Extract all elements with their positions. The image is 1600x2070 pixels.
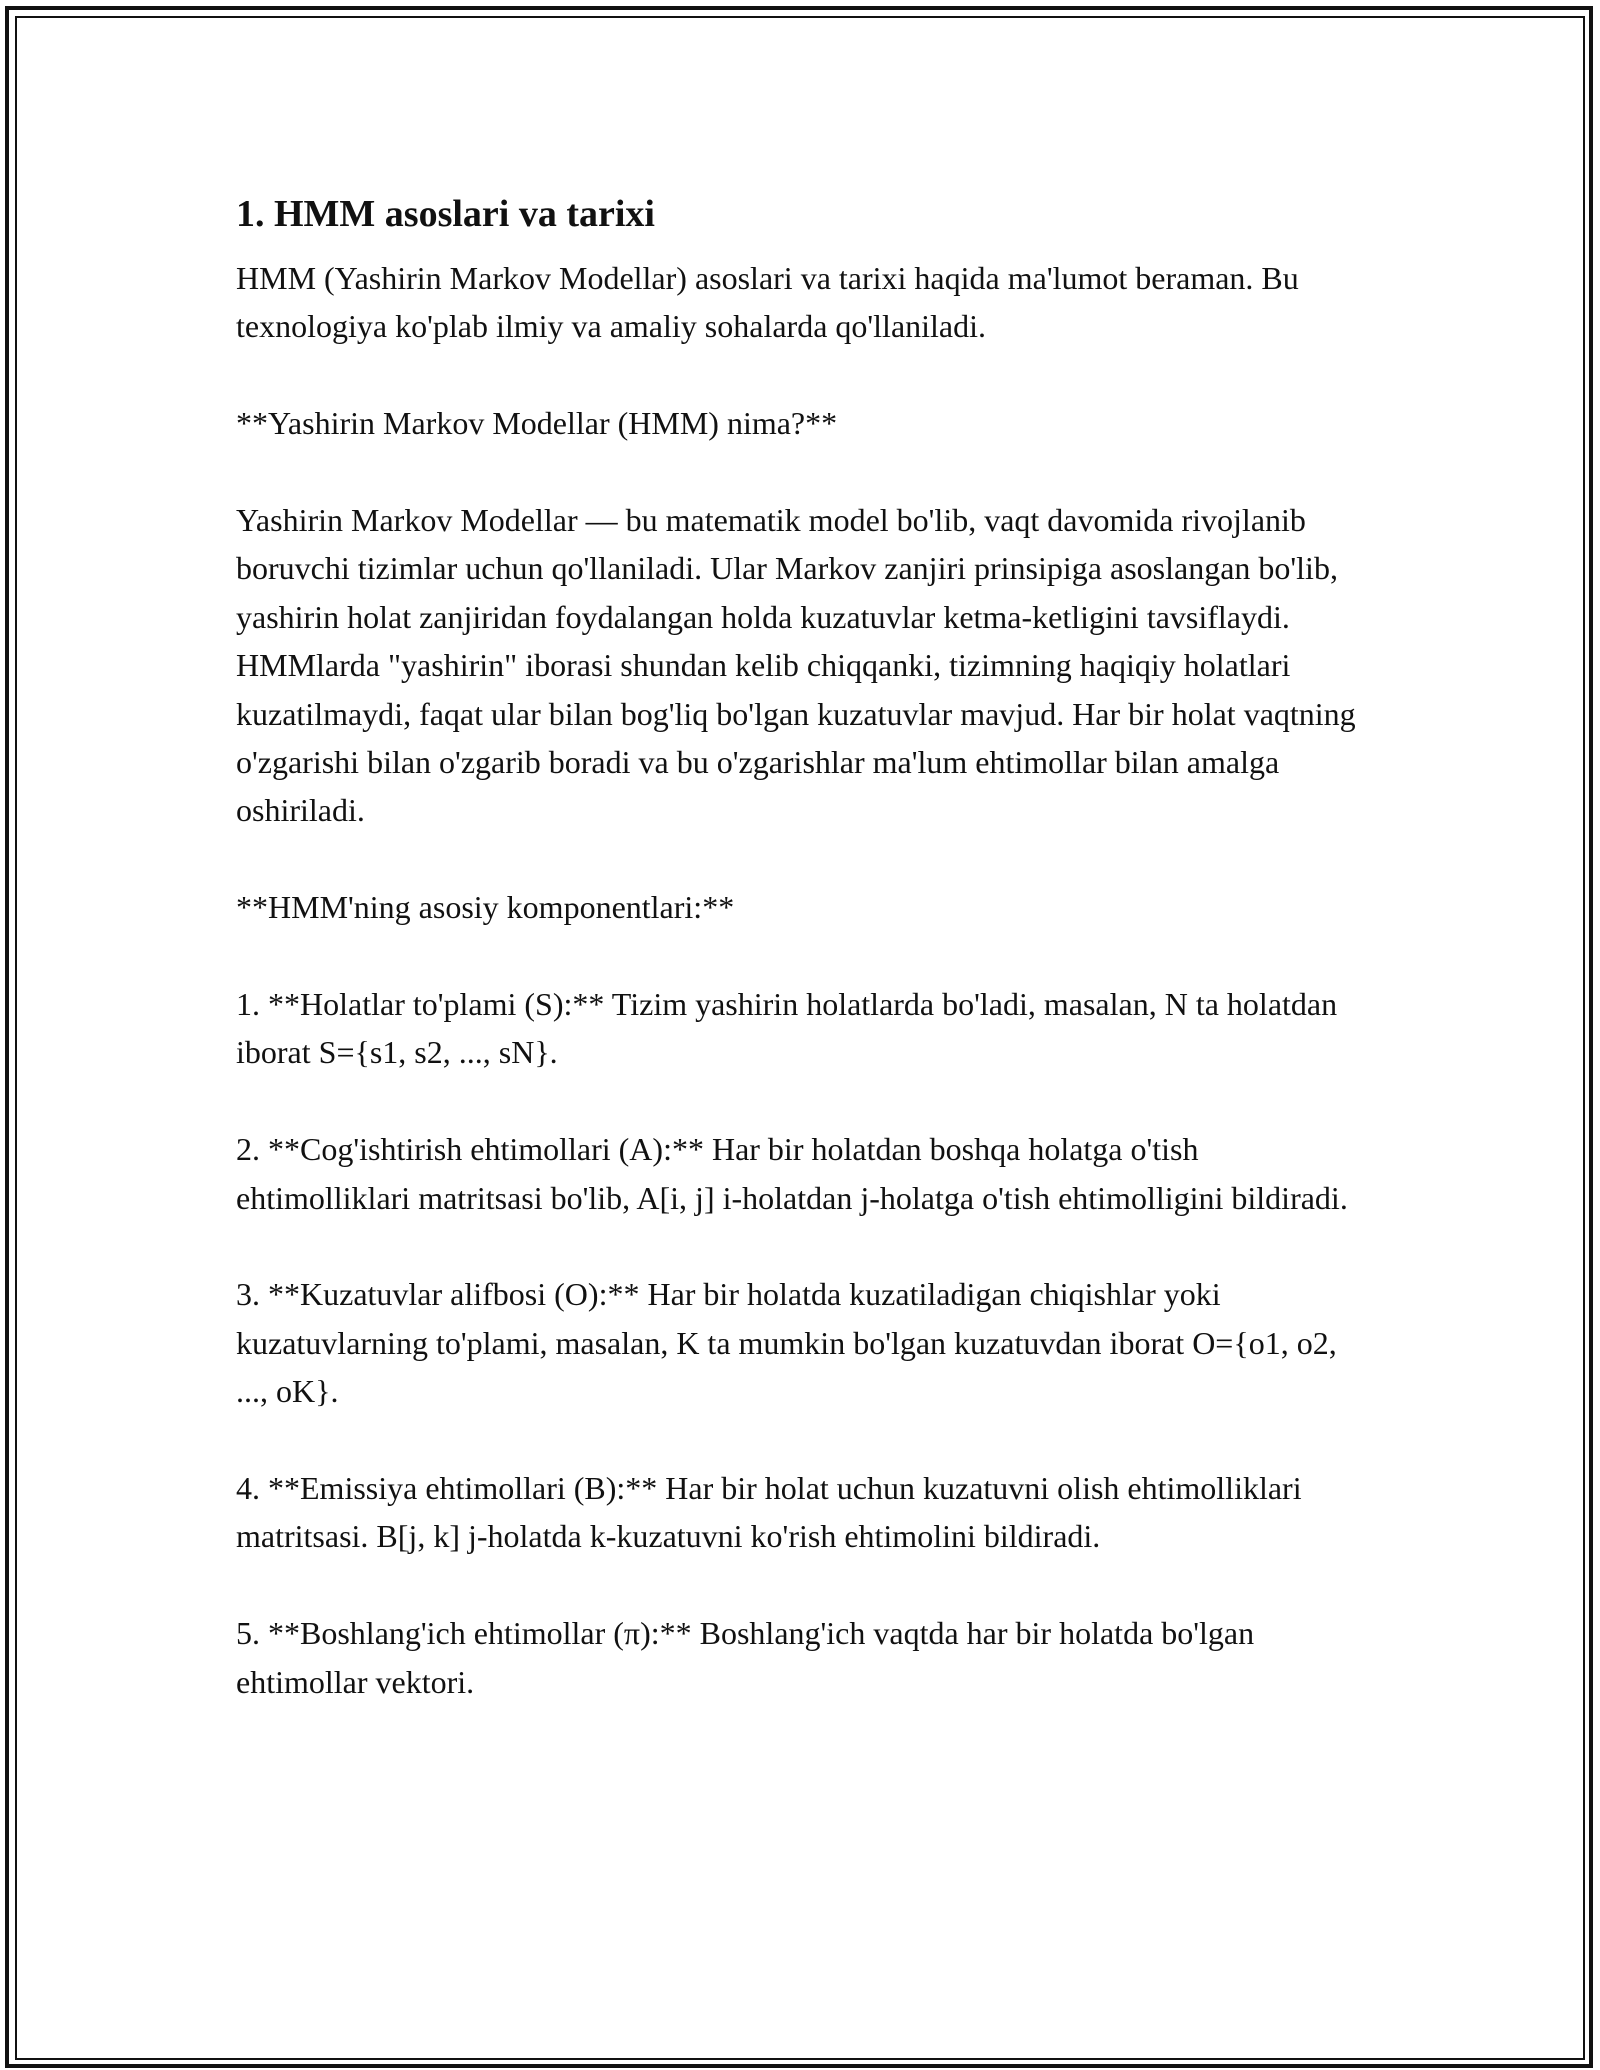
- document-body: [236, 188, 1376, 1706]
- component-item-transitions: 2. **Cog'ishtirish ehtimollari (A):** Har bir holatdan boshqa holatga o'tish ehtimolliklari matritsasi bo'lib, A[i, j] i-holatdan j-holatga o'tish ehtimolligini bildiradi.: [236, 1131, 1348, 1216]
- component-item-emissions: 4. **Emissiya ehtimollari (B):** Har bir holat uchun kuzatuvni olish ehtimolliklari matritsasi. B[j, k] j-holatda k-kuzatuvni ko'rish ehtimolini bildiradi.: [236, 1470, 1302, 1555]
- section-heading-components: **HMM'ning asosiy komponentlari:**: [236, 889, 735, 926]
- intro-paragraph: HMM (Yashirin Markov Modellar) asoslari va tarixi haqida ma'lumot beraman. Bu texnologiya ko'plab ilmiy va amaliy sohalarda qo'llaniladi.: [236, 260, 1299, 345]
- section-heading-what-is-hmm: **Yashirin Markov Modellar (HMM) nima?**: [236, 405, 838, 442]
- page-title: 1. HMM asoslari va tarixi: [236, 193, 655, 235]
- component-item-observations: 3. **Kuzatuvlar alifbosi (O):** Har bir holatda kuzatiladigan chiqishlar yoki kuzatuvlarning to'plami, masalan, K ta mumkin bo'lgan kuzatuvdan iborat O={o1, o2, ..., oK}.: [236, 1276, 1337, 1410]
- component-item-states: 1. **Holatlar to'plami (S):** Tizim yashirin holatlarda bo'ladi, masalan, N ta holatdan iborat S={s1, s2, ..., sN}.: [236, 986, 1338, 1071]
- component-item-initial: 5. **Boshlang'ich ehtimollar (π):** Boshlang'ich vaqtda har bir holatda bo'lgan ehtimollar vektori.: [236, 1615, 1255, 1700]
- definition-paragraph: Yashirin Markov Modellar — bu matematik model bo'lib, vaqt davomida rivojlanib boruvchi tizimlar uchun qo'llaniladi. Ular Markov zanjiri prinsipiga asoslangan bo'lib, yashirin holat zanjiridan foydalangan holda kuzatuvlar ketma-ketligini tavsiflaydi. HMMlarda "yashirin" iborasi shundan kelib chiqqanki, tizimning haqiqiy holatlari kuzatilmaydi, faqat ular bilan bog'liq bo'lgan kuzatuvlar mavjud. Har bir holat vaqtning o'zgarishi bilan o'zgarib boradi va bu o'zgarishlar ma'lum ehtimollar bilan amalga oshiriladi.: [236, 502, 1356, 829]
